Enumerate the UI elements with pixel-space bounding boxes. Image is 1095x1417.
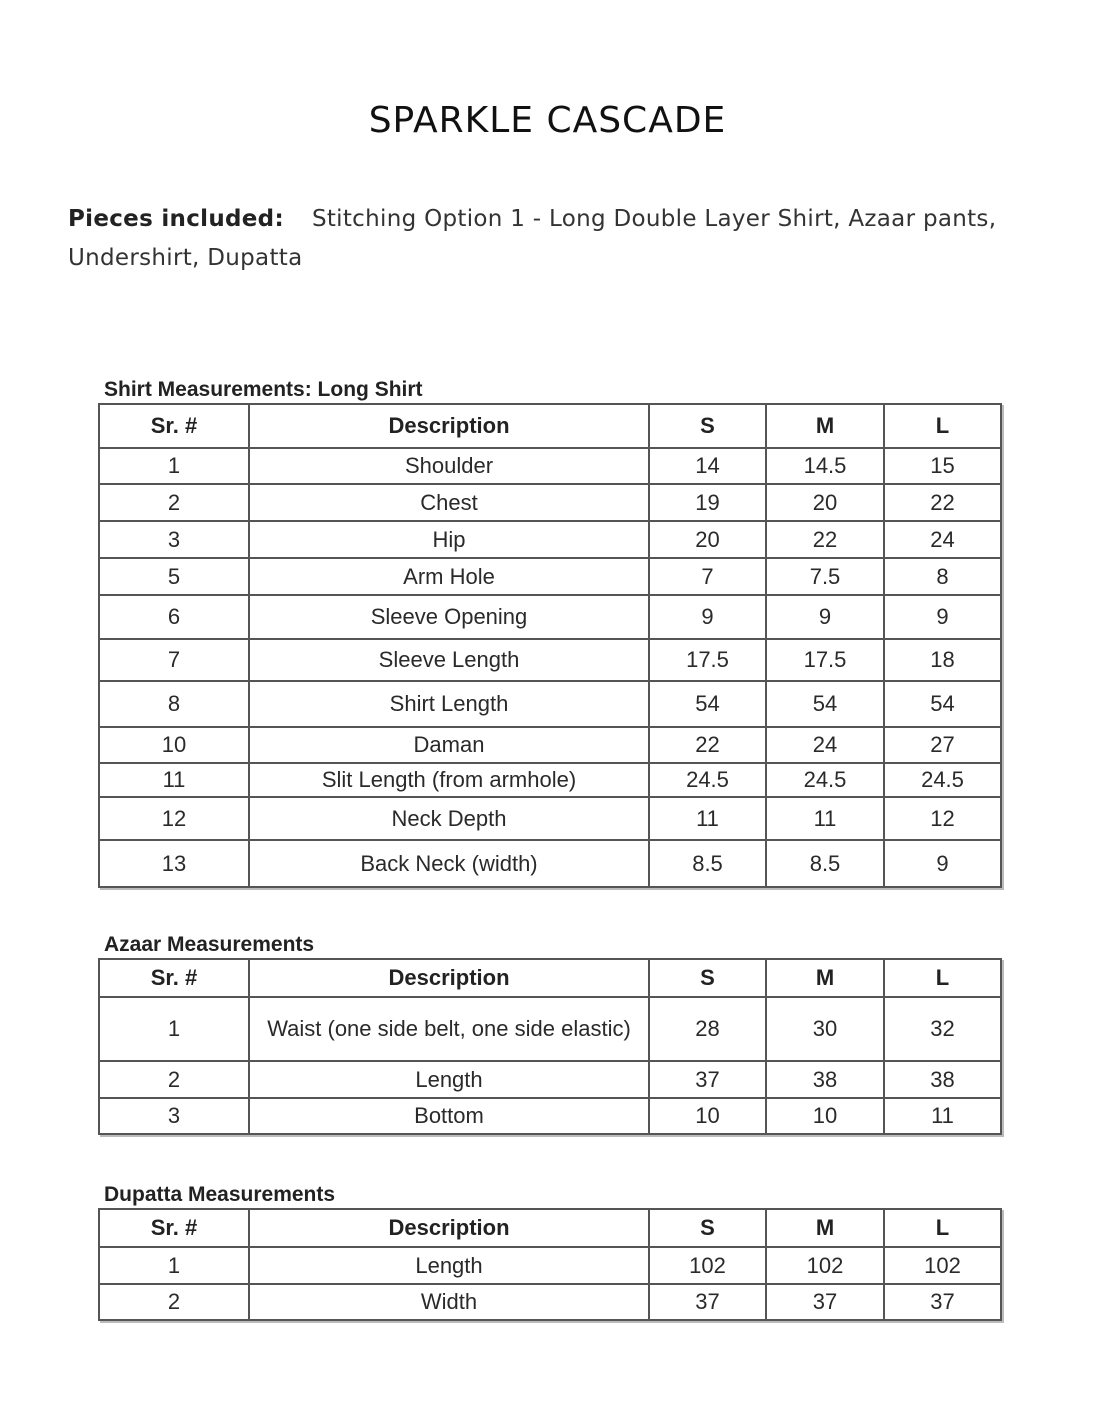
- table-row: [99, 639, 1001, 681]
- header-s: S: [649, 1209, 766, 1247]
- cell-s: 7: [649, 558, 766, 595]
- cell-l: 102: [884, 1247, 1001, 1284]
- cell-m: 54: [766, 681, 884, 727]
- cell-l: 37: [884, 1284, 1001, 1320]
- cell-m: 22: [766, 521, 884, 558]
- header-s: S: [649, 404, 766, 448]
- cell-l: 11: [884, 1098, 1001, 1134]
- cell-description: Back Neck (width): [249, 840, 649, 887]
- cell-description: Width: [249, 1284, 649, 1320]
- cell-m: 10: [766, 1098, 884, 1134]
- cell-description: Neck Depth: [249, 797, 649, 840]
- cell-s: 11: [649, 797, 766, 840]
- shirt-measurements-section: [98, 377, 1002, 888]
- cell-m: 8.5: [766, 840, 884, 887]
- cell-s: 14: [649, 448, 766, 484]
- header-description: Description: [249, 404, 649, 448]
- table-row: [99, 484, 1001, 521]
- cell-l: 12: [884, 797, 1001, 840]
- cell-s: 54: [649, 681, 766, 727]
- table-row: [99, 797, 1001, 840]
- dupatta-measurements-title: Dupatta Measurements: [104, 1183, 336, 1206]
- cell-m: 7.5: [766, 558, 884, 595]
- cell-m: 24: [766, 727, 884, 763]
- shirt-measurements-table: [98, 403, 1002, 888]
- cell-sr: 2: [99, 1061, 249, 1098]
- cell-s: 37: [649, 1284, 766, 1320]
- cell-s: 8.5: [649, 840, 766, 887]
- cell-l: 27: [884, 727, 1001, 763]
- cell-sr: 1: [99, 1247, 249, 1284]
- cell-description: Arm Hole: [249, 558, 649, 595]
- cell-s: 20: [649, 521, 766, 558]
- cell-m: 102: [766, 1247, 884, 1284]
- cell-description: Shoulder: [249, 448, 649, 484]
- cell-m: 14.5: [766, 448, 884, 484]
- cell-description: Bottom: [249, 1098, 649, 1134]
- pieces-included: [68, 200, 1038, 278]
- cell-description: Slit Length (from armhole): [249, 763, 649, 797]
- cell-l: 9: [884, 595, 1001, 639]
- cell-s: 24.5: [649, 763, 766, 797]
- cell-m: 9: [766, 595, 884, 639]
- cell-l: 8: [884, 558, 1001, 595]
- cell-sr: 3: [99, 1098, 249, 1134]
- cell-l: 15: [884, 448, 1001, 484]
- cell-l: 22: [884, 484, 1001, 521]
- cell-s: 10: [649, 1098, 766, 1134]
- azaar-measurements-title: Azaar Measurements: [104, 933, 315, 956]
- cell-sr: 5: [99, 558, 249, 595]
- azaar-measurements-section: [98, 932, 1002, 1135]
- cell-sr: 7: [99, 639, 249, 681]
- cell-s: 19: [649, 484, 766, 521]
- pieces-included-label: Pieces included:: [68, 206, 284, 232]
- table-row: [99, 1098, 1001, 1134]
- pieces-included-text: Stitching Option 1 - Long Double Layer Shirt, Azaar pants, Undershirt, Dupatta: [68, 206, 997, 271]
- table-header-row: [99, 404, 1001, 448]
- cell-sr: 13: [99, 840, 249, 887]
- cell-s: 37: [649, 1061, 766, 1098]
- header-m: M: [766, 959, 884, 997]
- cell-description: Length: [249, 1247, 649, 1284]
- cell-sr: 3: [99, 521, 249, 558]
- table-row: [99, 681, 1001, 727]
- shirt-measurements-title: Shirt Measurements: Long Shirt: [104, 378, 423, 401]
- cell-m: 38: [766, 1061, 884, 1098]
- cell-description: Chest: [249, 484, 649, 521]
- cell-sr: 10: [99, 727, 249, 763]
- table-row: [99, 1061, 1001, 1098]
- cell-sr: 1: [99, 997, 249, 1061]
- cell-description: Shirt Length: [249, 681, 649, 727]
- cell-sr: 1: [99, 448, 249, 484]
- cell-l: 9: [884, 840, 1001, 887]
- cell-description: Hip: [249, 521, 649, 558]
- cell-s: 28: [649, 997, 766, 1061]
- cell-l: 54: [884, 681, 1001, 727]
- cell-sr: 2: [99, 1284, 249, 1320]
- table-row: [99, 1284, 1001, 1320]
- cell-l: 32: [884, 997, 1001, 1061]
- table-row: [99, 521, 1001, 558]
- cell-s: 17.5: [649, 639, 766, 681]
- cell-sr: 2: [99, 484, 249, 521]
- cell-sr: 12: [99, 797, 249, 840]
- table-row: [99, 727, 1001, 763]
- header-l: L: [884, 404, 1001, 448]
- table-row: [99, 595, 1001, 639]
- table-row: [99, 840, 1001, 887]
- header-s: S: [649, 959, 766, 997]
- dupatta-measurements-section: [98, 1182, 1002, 1321]
- table-row: [99, 997, 1001, 1061]
- cell-sr: 6: [99, 595, 249, 639]
- azaar-measurements-table: [98, 958, 1002, 1135]
- header-m: M: [766, 1209, 884, 1247]
- header-l: L: [884, 1209, 1001, 1247]
- header-l: L: [884, 959, 1001, 997]
- table-header-row: [99, 1209, 1001, 1247]
- header-sr: Sr. #: [99, 1209, 249, 1247]
- page-title: SPARKLE CASCADE: [368, 100, 727, 141]
- cell-l: 24.5: [884, 763, 1001, 797]
- cell-l: 18: [884, 639, 1001, 681]
- cell-m: 20: [766, 484, 884, 521]
- cell-m: 30: [766, 997, 884, 1061]
- table-row: [99, 448, 1001, 484]
- table-header-row: [99, 959, 1001, 997]
- header-m: M: [766, 404, 884, 448]
- cell-description: Length: [249, 1061, 649, 1098]
- cell-s: 9: [649, 595, 766, 639]
- cell-m: 17.5: [766, 639, 884, 681]
- header-description: Description: [249, 959, 649, 997]
- cell-m: 37: [766, 1284, 884, 1320]
- header-sr: Sr. #: [99, 404, 249, 448]
- table-row: [99, 1247, 1001, 1284]
- cell-s: 22: [649, 727, 766, 763]
- table-row: [99, 763, 1001, 797]
- cell-m: 24.5: [766, 763, 884, 797]
- cell-description: Daman: [249, 727, 649, 763]
- cell-s: 102: [649, 1247, 766, 1284]
- cell-sr: 8: [99, 681, 249, 727]
- cell-m: 11: [766, 797, 884, 840]
- dupatta-measurements-table: [98, 1208, 1002, 1321]
- header-description: Description: [249, 1209, 649, 1247]
- cell-description: Waist (one side belt, one side elastic): [249, 997, 649, 1061]
- table-row: [99, 558, 1001, 595]
- cell-sr: 11: [99, 763, 249, 797]
- cell-description: Sleeve Opening: [249, 595, 649, 639]
- cell-l: 24: [884, 521, 1001, 558]
- cell-description: Sleeve Length: [249, 639, 649, 681]
- cell-l: 38: [884, 1061, 1001, 1098]
- header-sr: Sr. #: [99, 959, 249, 997]
